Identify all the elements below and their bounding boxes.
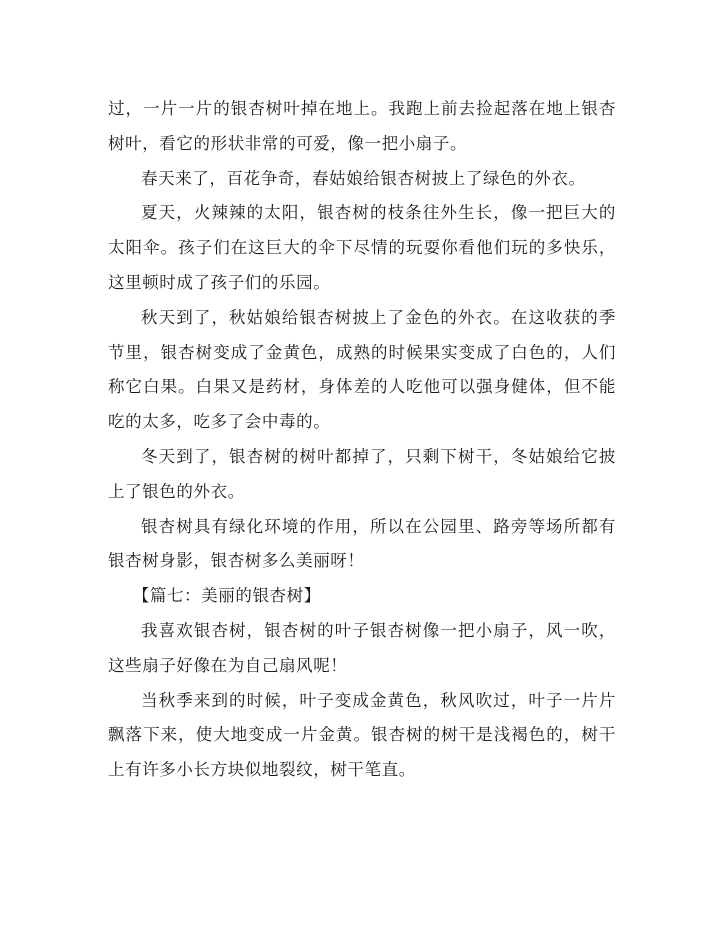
paragraph-1: 过，一片一片的银杏树叶掉在地上。我跑上前去捡起落在地上银杏树叶，看它的形状非常的可爱，像一把小扇子。 xyxy=(108,99,616,153)
section-heading: 【篇七：美丽的银杏树】 xyxy=(132,586,321,606)
paragraph-autumn: 秋天到了，秋姑娘给银杏树披上了金色的外衣。在这收获的季节里，银杏树变成了金黄色，成熟的时候果实变成了白色的，人们称它白果。白果又是药材，身体差的人吃他可以强身健体，但不能吃的太多，吃多了会中毒的。 xyxy=(108,307,616,432)
paragraph-fan: 我喜欢银杏树，银杏树的叶子银杏树像一把小扇子，风一吹，这些扇子好像在为自己扇风呢！ xyxy=(108,620,616,675)
paragraph-summer: 夏天，火辣辣的太阳，银杏树的枝条往外生长，像一把巨大的太阳伞。孩子们在这巨大的伞下尽情的玩耍你看他们玩的多快乐，这里顿时成了孩子们的乐园。 xyxy=(108,203,616,292)
paragraph-winter: 冬天到了，银杏树的树叶都掉了，只剩下树干，冬姑娘给它披上了银色的外衣。 xyxy=(108,446,616,501)
paragraph-spring: 春天来了，百花争奇，春姑娘给银杏树披上了绿色的外衣。 xyxy=(141,168,586,188)
document-body xyxy=(108,92,616,788)
paragraph-trunk: 当秋季来到的时候，叶子变成金黄色，秋风吹过，叶子一片片飘落下来，使大地变成一片金黄。银杏树的树干是浅褐色的，树干上有许多小长方块似地裂纹，树干笔直。 xyxy=(108,690,616,780)
paragraph-environment: 银杏树具有绿化环境的作用，所以在公园里、路旁等场所都有银杏树身影，银杏树多么美丽呀！ xyxy=(108,516,616,571)
